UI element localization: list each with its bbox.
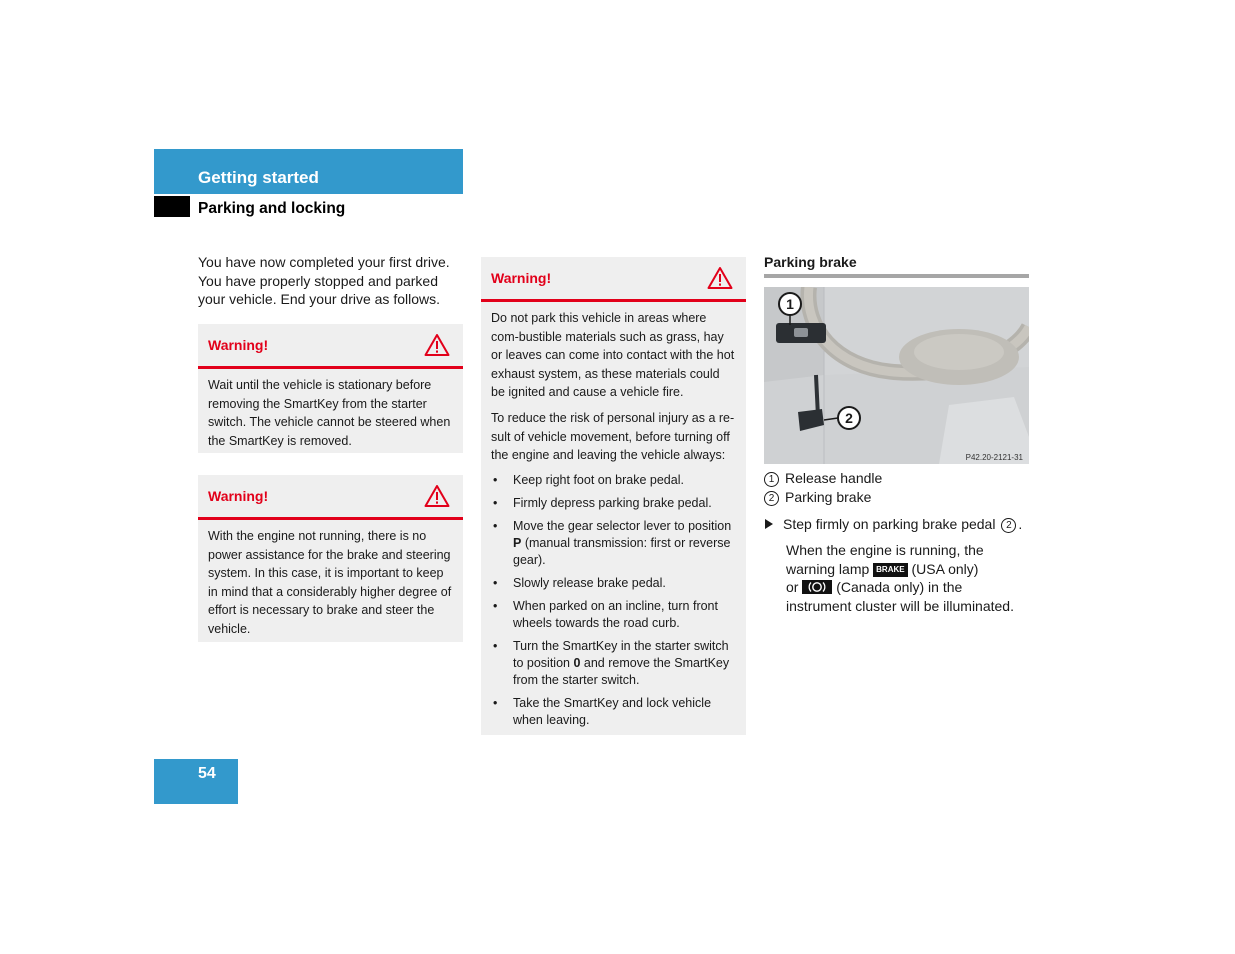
parking-brake-lamp-icon bbox=[802, 580, 832, 594]
warning-title: Warning! bbox=[208, 488, 269, 504]
warning-triangle-icon bbox=[707, 266, 733, 290]
play-arrow-icon bbox=[764, 519, 774, 529]
warning-paragraph: To reduce the risk of personal injury as a re-sult of vehicle movement, before turning off the engine and leaving the vehicle always: bbox=[491, 410, 735, 463]
warning-title: Warning! bbox=[491, 270, 552, 286]
list-item: • Slowly release brake pedal. bbox=[491, 575, 736, 592]
page-number: 54 bbox=[198, 765, 216, 782]
warning-header bbox=[481, 257, 746, 302]
page-number-box bbox=[154, 759, 238, 804]
warning-box-1 bbox=[198, 324, 463, 453]
instruction-note: When the engine is running, the warning lamp BRAKE (USA only) or (Canada only) in the instrument cluster will be illuminated. bbox=[786, 542, 1014, 614]
brake-warning-lamp-icon: BRAKE bbox=[873, 563, 907, 577]
subheader-marker bbox=[154, 196, 190, 217]
callout-2: 2 bbox=[845, 410, 853, 426]
legend-item: 1 Release handle bbox=[764, 469, 1029, 488]
warning-title: Warning! bbox=[208, 337, 269, 353]
precaution-list bbox=[491, 472, 736, 729]
warning-box-2 bbox=[198, 475, 463, 642]
list-item: • Move the gear selector lever to position P (manual transmission: first or reverse gear). bbox=[491, 518, 736, 569]
figure-code: P42.20-2121-31 bbox=[965, 453, 1023, 462]
parking-brake-heading: Parking brake bbox=[764, 254, 1029, 278]
warning-triangle-icon bbox=[424, 333, 450, 357]
warning-paragraph: Do not park this vehicle in areas where com-bustible materials such as grass, hay or leaves can come into contact with the hot exhaust system, as these materials could be ignited and cause a vehicle fire. bbox=[491, 311, 735, 400]
instruction-step: Step firmly on parking brake pedal 2 . bbox=[764, 515, 1034, 534]
warning-header bbox=[198, 475, 463, 520]
warning-body: With the engine not running, there is no power assistance for the brake and steering system. In this case, it is important to keep in mind that a considerably higher degree of effort is necessary to brake and steer the vehicle. bbox=[208, 529, 452, 636]
list-item: • Firmly depress parking brake pedal. bbox=[491, 495, 736, 512]
intro-text: You have now completed your first drive. You have properly stopped and parked your vehicle. End your drive as follows. bbox=[198, 254, 450, 307]
section-title: Getting started bbox=[198, 168, 319, 187]
list-item: • Turn the SmartKey in the starter switch to position 0 and remove the SmartKey from the starter switch. bbox=[491, 638, 736, 689]
legend-item: 2 Parking brake bbox=[764, 488, 1029, 507]
warning-header bbox=[198, 324, 463, 369]
list-item: • Keep right foot on brake pedal. bbox=[491, 472, 736, 489]
subsection-title: Parking and locking bbox=[198, 200, 346, 217]
figure-legend bbox=[764, 469, 1029, 507]
list-item: • When parked on an incline, turn front wheels towards the road curb. bbox=[491, 598, 736, 632]
callout-1: 1 bbox=[786, 296, 794, 312]
parking-brake-figure bbox=[764, 287, 1029, 464]
warning-body bbox=[481, 302, 746, 743]
warning-box-3 bbox=[481, 257, 746, 735]
warning-body: Wait until the vehicle is stationary before removing the SmartKey from the starter switch. The vehicle cannot be steered when the SmartKey is removed. bbox=[208, 378, 451, 448]
warning-triangle-icon bbox=[424, 484, 450, 508]
list-item: • Take the SmartKey and lock vehicle when leaving. bbox=[491, 695, 736, 729]
